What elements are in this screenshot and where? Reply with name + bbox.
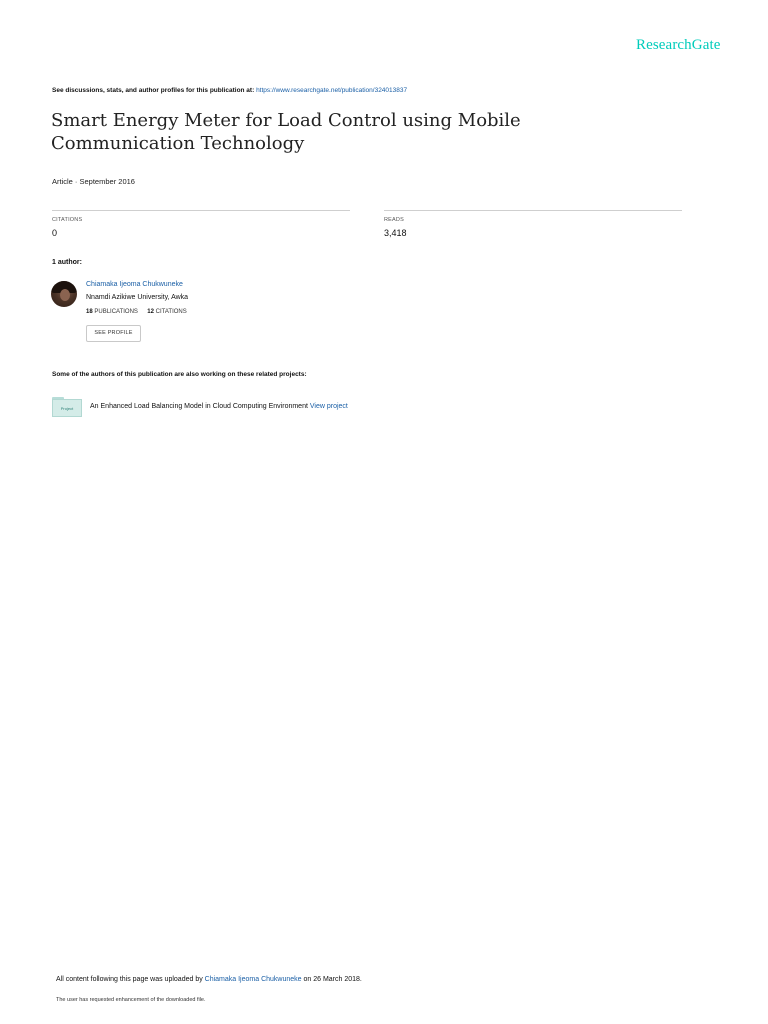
researchgate-logo[interactable]: ResearchGate bbox=[636, 37, 721, 53]
author-publications-label: PUBLICATIONS bbox=[94, 309, 138, 315]
author-citations-count: 12 bbox=[147, 309, 154, 315]
discussion-prefix: See discussions, stats, and author profiles for this publication at: bbox=[52, 87, 257, 94]
see-profile-button[interactable]: SEE PROFILE bbox=[86, 325, 141, 342]
related-projects-heading: Some of the authors of this publication are also working on these related projects: bbox=[52, 371, 307, 378]
project-icon-label: Project bbox=[52, 399, 82, 417]
publication-url-link[interactable]: https://www.researchgate.net/publication/324013837 bbox=[256, 87, 408, 94]
uploader-link[interactable]: Chiamaka Ijeoma Chukwuneke bbox=[204, 976, 302, 983]
citations-label: CITATIONS bbox=[52, 217, 83, 223]
view-project-link[interactable]: View project bbox=[309, 403, 348, 410]
project-title: An Enhanced Load Balancing Model in Cloud Computing Environment bbox=[90, 403, 308, 410]
upload-prefix: All content following this page was uploaded by bbox=[56, 976, 205, 983]
footer-note: The user has requested enhancement of the downloaded file. bbox=[56, 997, 206, 1003]
citations-divider bbox=[52, 210, 350, 211]
reads-label: READS bbox=[384, 217, 404, 223]
author-affiliation: Nnamdi Azikiwe University, Awka bbox=[86, 294, 189, 301]
author-name-link[interactable]: Chiamaka Ijeoma Chukwuneke bbox=[86, 281, 183, 288]
author-stats bbox=[86, 309, 187, 315]
citations-value: 0 bbox=[52, 228, 58, 238]
discussion-line bbox=[52, 87, 407, 94]
publication-title: Smart Energy Meter for Load Control using Mobile Communication Technology bbox=[51, 110, 521, 154]
upload-footer bbox=[56, 976, 362, 983]
article-meta: Article · September 2016 bbox=[52, 177, 135, 186]
authors-heading: 1 author: bbox=[52, 259, 82, 266]
author-publications-count: 18 bbox=[86, 309, 93, 315]
upload-suffix: on 26 March 2018. bbox=[301, 976, 362, 983]
avatar-face bbox=[60, 289, 70, 301]
related-project bbox=[90, 403, 348, 410]
reads-value: 3,418 bbox=[384, 228, 407, 238]
project-folder-icon bbox=[52, 397, 82, 417]
author-citations-label: CITATIONS bbox=[155, 309, 187, 315]
reads-divider bbox=[384, 210, 682, 211]
author-avatar[interactable] bbox=[51, 281, 77, 307]
